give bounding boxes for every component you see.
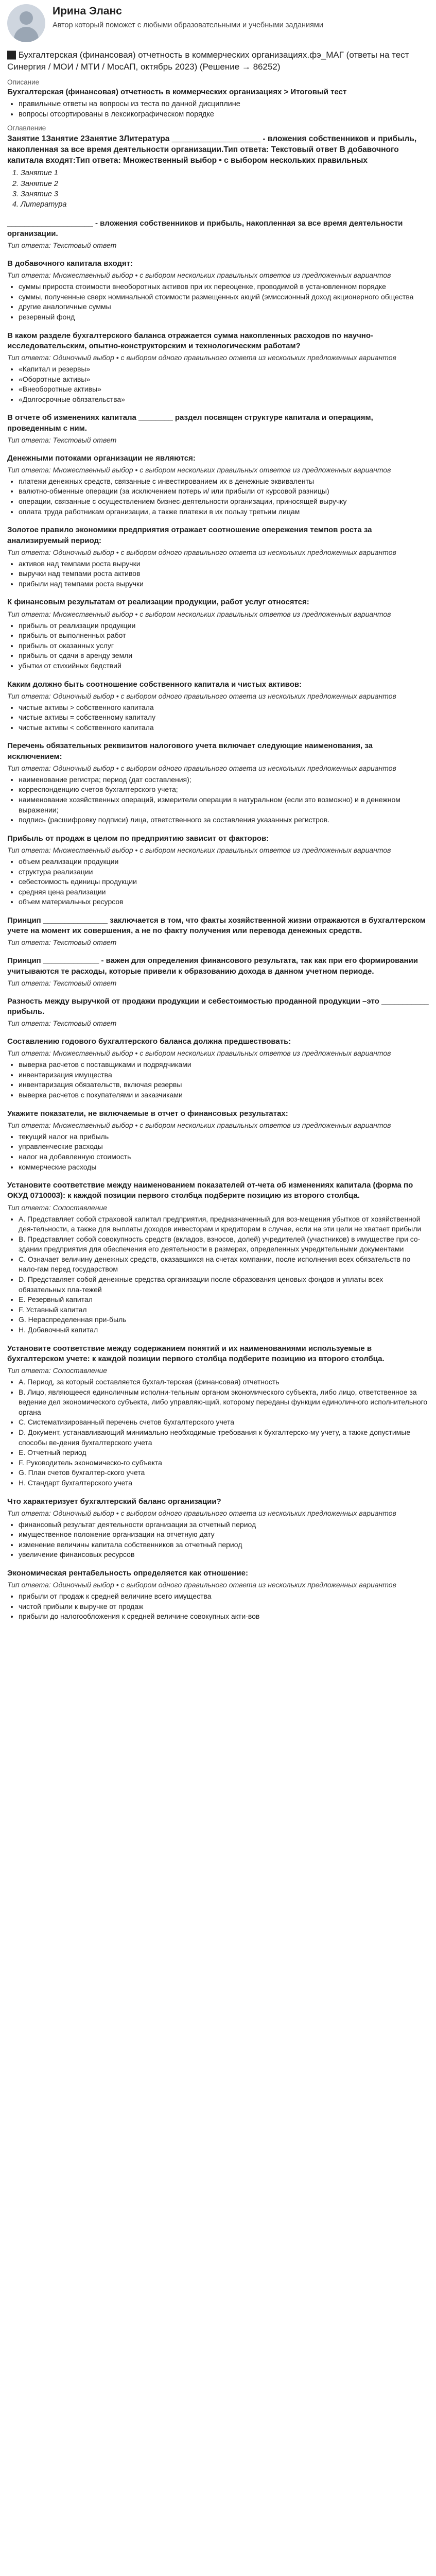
answer-option: • «Капитал и резервы» [19,364,429,375]
answer-option: • H. Добавочный капитал [19,1325,429,1335]
answer-option: • прибыли над темпами роста выручки [19,579,429,589]
question-block [7,1344,429,1488]
question-block [7,680,429,733]
question-text: Разность между выручкой от продажи продукции и себестоимостью проданной продукции –это ___________ прибыль. [7,996,429,1016]
toc-item[interactable]: 2. Занятие 2 [21,179,429,189]
answer-option: • F. Руководитель экономическо-го субъекта [19,1458,429,1468]
answer-option: • операции, связанные с осуществлением бизнес-деятельности организации, приносящей выручку [19,497,429,507]
answer-option: • платежи денежных средств, связанные с инвестированием их в денежные эквиваленты [19,477,429,487]
author-info [53,4,323,30]
answer-option: • коммерческие расходы [19,1162,429,1173]
question-text: Составлению годового бухгалтерского баланса должна предшествовать: [7,1037,291,1046]
question-block [7,996,429,1028]
answer-option: • A. Представляет собой страховой капитал предприятия, предназначенный для воз-мещения убытков от хозяйственной дея-тельности, а также для выплаты доходов инвесторам и кредиторам в случае, если на эти цели не хватает прибыли [19,1214,429,1234]
question-type: Тип ответа: Одиночный выбор • с выбором одного правильного ответа из нескольких предложенных вариантов [7,1581,396,1589]
answer-option: • F. Уставный капитал [19,1305,429,1315]
question-type: Тип ответа: Множественный выбор • с выбором нескольких правильных ответов из предложенных вариантов [7,271,391,280]
questions-list [7,218,429,1622]
answer-options [7,857,429,907]
answer-option: • активов над темпами роста выручки [19,559,429,569]
answer-option: • прибыль от выполненных работ [19,631,429,641]
question-text: Что характеризует бухгалтерский баланс организации? [7,1497,221,1506]
answer-option: • наименование хозяйственных операций, измерители операции в натуральном (если это возможно) и в денежном выражении; [19,795,429,815]
answer-option: • объем материальных ресурсов [19,897,429,907]
answer-option: • E. Резервный капитал [19,1295,429,1305]
description-list [7,99,429,120]
answer-options [7,1591,429,1622]
answer-option: • прибыли до налогообложения к средней величине совокупных акти-вов [19,1612,429,1622]
answer-option: • «Долгосрочные обязательства» [19,395,429,405]
question-type: Тип ответа: Текстовый ответ [7,938,117,947]
question-block [7,259,429,323]
question-type: Тип ответа: Одиночный выбор • с выбором одного правильного ответа из нескольких предложенных вариантов [7,353,396,362]
question-text: Прибыль от продаж в целом по предприятию зависит от факторов: [7,834,269,843]
question-block [7,597,429,671]
toc-label: Оглавление [7,124,46,132]
author-name[interactable]: Ирина Эланс [53,5,122,17]
question-text: В добавочного капитала входят: [7,259,133,268]
answer-option: • подпись (расшифровку подписи) лица, ответственного за составления указанных регистров. [19,815,429,825]
question-text: Установите соответствие между наименованием показателей от-чета об изменениях капитала (форма по ОКУД 0710003): к каждой позиции первого столбца подберите позицию из второго столбца. [7,1181,413,1200]
answer-option: • B. Лицо, являющееся единоличным исполни-тельным органом экономического субъекта, либо лицо, ответственное за ведение дел экономического субъекта, либо управляю-щий, которому переданы функции единоличного исполнительного органа [19,1387,429,1418]
answer-option: • увеличение финансовых ресурсов [19,1550,429,1560]
answer-option: • чистой прибыли к выручке от продаж [19,1602,429,1612]
answer-option: • средняя цена реализации [19,887,429,897]
answer-option: • валютно-обменные операции (за исключением потерь и/ или прибыли от курсовой разницы) [19,486,429,497]
toc-item[interactable]: 4. Литература [21,199,429,210]
answer-option: • управленческие расходы [19,1142,429,1152]
question-type: Тип ответа: Множественный выбор • с выбором нескольких правильных ответов из предложенных вариантов [7,1121,391,1129]
question-text: Каким должно быть соотношение собственного капитала и чистых активов: [7,680,302,689]
answer-options [7,703,429,733]
answer-option: • инвентаризация имущества [19,1070,429,1080]
toc-heading: Занятие 1Занятие 2Занятие 3Литература ____________________ - вложения собственников и прибыль, накопленная за все время деятельности организации.Тип ответа: Текстовый ответ В добавочного капитала входят:Тип ответа: Множественный выбор • с выбором нескольких правильных [7,134,417,165]
question-type: Тип ответа: Текстовый ответ [7,241,117,250]
question-block [7,1497,429,1561]
answer-option: • текущий налог на прибыль [19,1132,429,1142]
question-type: Тип ответа: Множественный выбор • с выбором нескольких правильных ответов из предложенных вариантов [7,609,391,618]
answer-option: • другие аналогичные суммы [19,302,429,312]
answer-option: • прибыль от оказанных услуг [19,641,429,651]
toc-list [7,168,429,210]
question-block [7,218,429,250]
question-block [7,331,429,405]
answer-options [7,775,429,825]
answer-options [7,282,429,322]
question-type: Тип ответа: Текстовый ответ [7,435,117,444]
toc-item[interactable]: 3. Занятие 3 [21,189,429,199]
answer-option: • D. Представляет собой денежные средства организации после образования ценовых фондов и уплаты всех обязательных пла-тежей [19,1275,429,1295]
answer-option: • B. Представляет собой совокупность средств (вкладов, взносов, долей) учредителей (участников) в имуществе при со-здании предприятия для обеспечения его деятельности в размерах, определенных учредительными документами [19,1234,429,1255]
answer-option: • оплата труда работникам организации, а также платежи в их пользу третьим лицам [19,507,429,517]
question-block [7,956,429,988]
question-type: Тип ответа: Сопоставление [7,1366,108,1375]
answer-option: • суммы прироста стоимости внеоборотных активов при их переоценке, проводимой в установленном порядке [19,282,429,292]
author-card [7,4,429,42]
question-text: В отчете об изменениях капитала ________ раздел посвящен структуре капитала и операциям, проведенным с ним. [7,413,373,433]
answer-option: • E. Отчетный период [19,1448,429,1458]
answer-option: • прибыль от сдачи в аренду земли [19,651,429,661]
question-block [7,741,429,825]
question-text: Принцип _______________ заключается в том, что факты хозяйственной жизни отражаются в бухгалтерском учете на момент их совершения, а не по факту получения или перевода денежных средств. [7,916,426,936]
question-type: Тип ответа: Одиночный выбор • с выбором одного правильного ответа из нескольких предложенных вариантов [7,691,396,700]
question-type: Тип ответа: Множественный выбор • с выбором нескольких правильных ответов из предложенных вариантов [7,465,391,474]
description-item: • правильные ответы на вопросы из теста по данной дисциплине [19,99,429,109]
question-text: ____________________ - вложения собственников и прибыль, накопленная за все время деятельности организации. [7,218,403,238]
question-text: К финансовым результатам от реализации продукции, работ услуг относятся: [7,598,309,607]
answer-option: • C. Означает величину денежных средств, оказавшихся на счетах компании, после исполнения всех обязательств по нало-гам перед государством [19,1255,429,1275]
answer-option: • изменение величины капитала собственников за отчетный период [19,1540,429,1550]
description-label: Описание [7,78,40,86]
description-heading: Бухгалтерская (финансовая) отчетность в коммерческих организациях > Итоговый тест [7,87,347,96]
question-block [7,916,429,947]
question-block [7,1568,429,1622]
question-text: Принцип _____________ - важен для определения финансового результата, так как при его формировании учитываются те расходы, которые привели к образованию дохода в данном учетном периоде. [7,956,418,976]
question-text: Установите соответствие между содержанием понятий и их наименованиями используемые в бухгалтерском учете: к каждой позиции первого столбца подберите позицию из второго столбца. [7,1344,385,1363]
author-avatar[interactable] [7,4,45,42]
answer-option: • A. Период, за который составляется бухгал-терская (финансовая) отчетность [19,1377,429,1387]
question-type: Тип ответа: Одиночный выбор • с выбором одного правильного ответа из нескольких предложенных вариантов [7,1509,396,1517]
answer-option: • себестоимость единицы продукции [19,877,429,887]
question-type: Тип ответа: Множественный выбор • с выбором нескольких правильных ответов из предложенных вариантов [7,1049,391,1058]
answer-option: • чистые активы < собственного капитала [19,723,429,733]
answer-option: • суммы, полученные сверх номинальной стоимости размещенных акций (эмиссионный доход акционерного общества [19,292,429,302]
question-block [7,453,429,517]
answer-option: • «Внеоборотные активы» [19,384,429,395]
answer-options [7,1214,429,1335]
question-type: Тип ответа: Сопоставление [7,1203,108,1212]
question-type: Тип ответа: Одиночный выбор • с выбором одного правильного ответа из нескольких предложенных вариантов [7,764,396,772]
answer-option: • «Оборотные активы» [19,375,429,385]
answer-option: • структура реализации [19,867,429,877]
question-type: Тип ответа: Множественный выбор • с выбором нескольких правильных ответов из предложенных вариантов [7,846,391,855]
answer-option: • H. Стандарт бухгалтерского учета [19,1478,429,1488]
answer-options [7,1520,429,1560]
answer-option: • наименование регистра; период (дат составления); [19,775,429,785]
answer-option: • убытки от стихийных бедствий [19,661,429,671]
answer-option: • прибыли от продаж к средней величине всего имущества [19,1591,429,1602]
question-block [7,1180,429,1335]
answer-option: • выверка расчетов с покупателями и заказчиками [19,1090,429,1100]
question-block [7,1109,429,1173]
answer-option: • имущественное положение организации на отчетную дату [19,1530,429,1540]
answer-options [7,1060,429,1100]
question-type: Тип ответа: Одиночный выбор • с выбором одного правильного ответа из нескольких предложенных вариантов [7,548,396,556]
answer-option: • выверка расчетов с поставщиками и подрядчиками [19,1060,429,1070]
page-title: 🏿 Бухгалтерская (финансовая) отчетность в коммерческих организациях.фэ_МАГ (ответы на тест Синергия / МОИ / МТИ / МосАП, октябрь 2023) (Решение → 86252) [7,50,409,72]
description-item: • вопросы отсортированы в лексикографическом порядке [19,109,429,120]
toc-item[interactable]: 1. Занятие 1 [21,168,429,178]
answer-options [7,364,429,404]
answer-option: • чистые активы = собственному капиталу [19,713,429,723]
answer-options [7,559,429,589]
answer-options [7,477,429,517]
answer-options [7,1377,429,1488]
answer-option: • прибыль от реализации продукции [19,621,429,631]
answer-option: • D. Документ, устанавливающий минимально необходимые требования к бухгалтерско-му учету, а также допустимые способы ве-дения бухгалтерского учета [19,1428,429,1448]
answer-option: • C. Систематизированный перечень счетов бухгалтерского учета [19,1417,429,1428]
answer-option: • выручки над темпами роста активов [19,569,429,579]
answer-option: • финансовый результат деятельности организации за отчетный период [19,1520,429,1530]
question-text: Денежными потоками организации не являются: [7,453,196,463]
question-text: В каком разделе бухгалтерского баланса отражается сумма накопленных расходов по научно-исследовательским, опытно-конструкторским и технологическим работам? [7,331,374,350]
answer-options [7,621,429,671]
answer-option: • G. План счетов бухгалтер-ского учета [19,1468,429,1478]
answer-option: • инвентаризация обязательств, включая резервы [19,1080,429,1090]
question-type: Тип ответа: Текстовый ответ [7,978,117,987]
answer-option: • налог на добавленную стоимость [19,1152,429,1162]
question-text: Золотое правило экономики предприятия отражает соотношение опережения темпов роста за анализируемый период: [7,526,372,545]
question-block [7,525,429,589]
question-block [7,1037,429,1100]
question-text: Перечень обязательных реквизитов налогового учета включает следующие наименования, за исключением: [7,741,373,761]
question-text: Укажите показатели, не включаемые в отчет о финансовых результатах: [7,1109,288,1118]
answer-option: • G. Нераспределенная при-быль [19,1315,429,1325]
answer-option: • объем реализации продукции [19,857,429,867]
author-description: Автор который поможет с любыми образовательными и учебными заданиями [53,21,323,29]
question-block [7,413,429,445]
question-type: Тип ответа: Текстовый ответ [7,1019,117,1028]
answer-option: • корреспонденцию счетов бухгалтерского учета; [19,785,429,795]
question-text: Экономическая рентабельность определяется как отношение: [7,1569,248,1578]
answer-option: • резервный фонд [19,312,429,323]
answer-options [7,1132,429,1172]
question-block [7,834,429,907]
answer-option: • чистые активы > собственного капитала [19,703,429,713]
